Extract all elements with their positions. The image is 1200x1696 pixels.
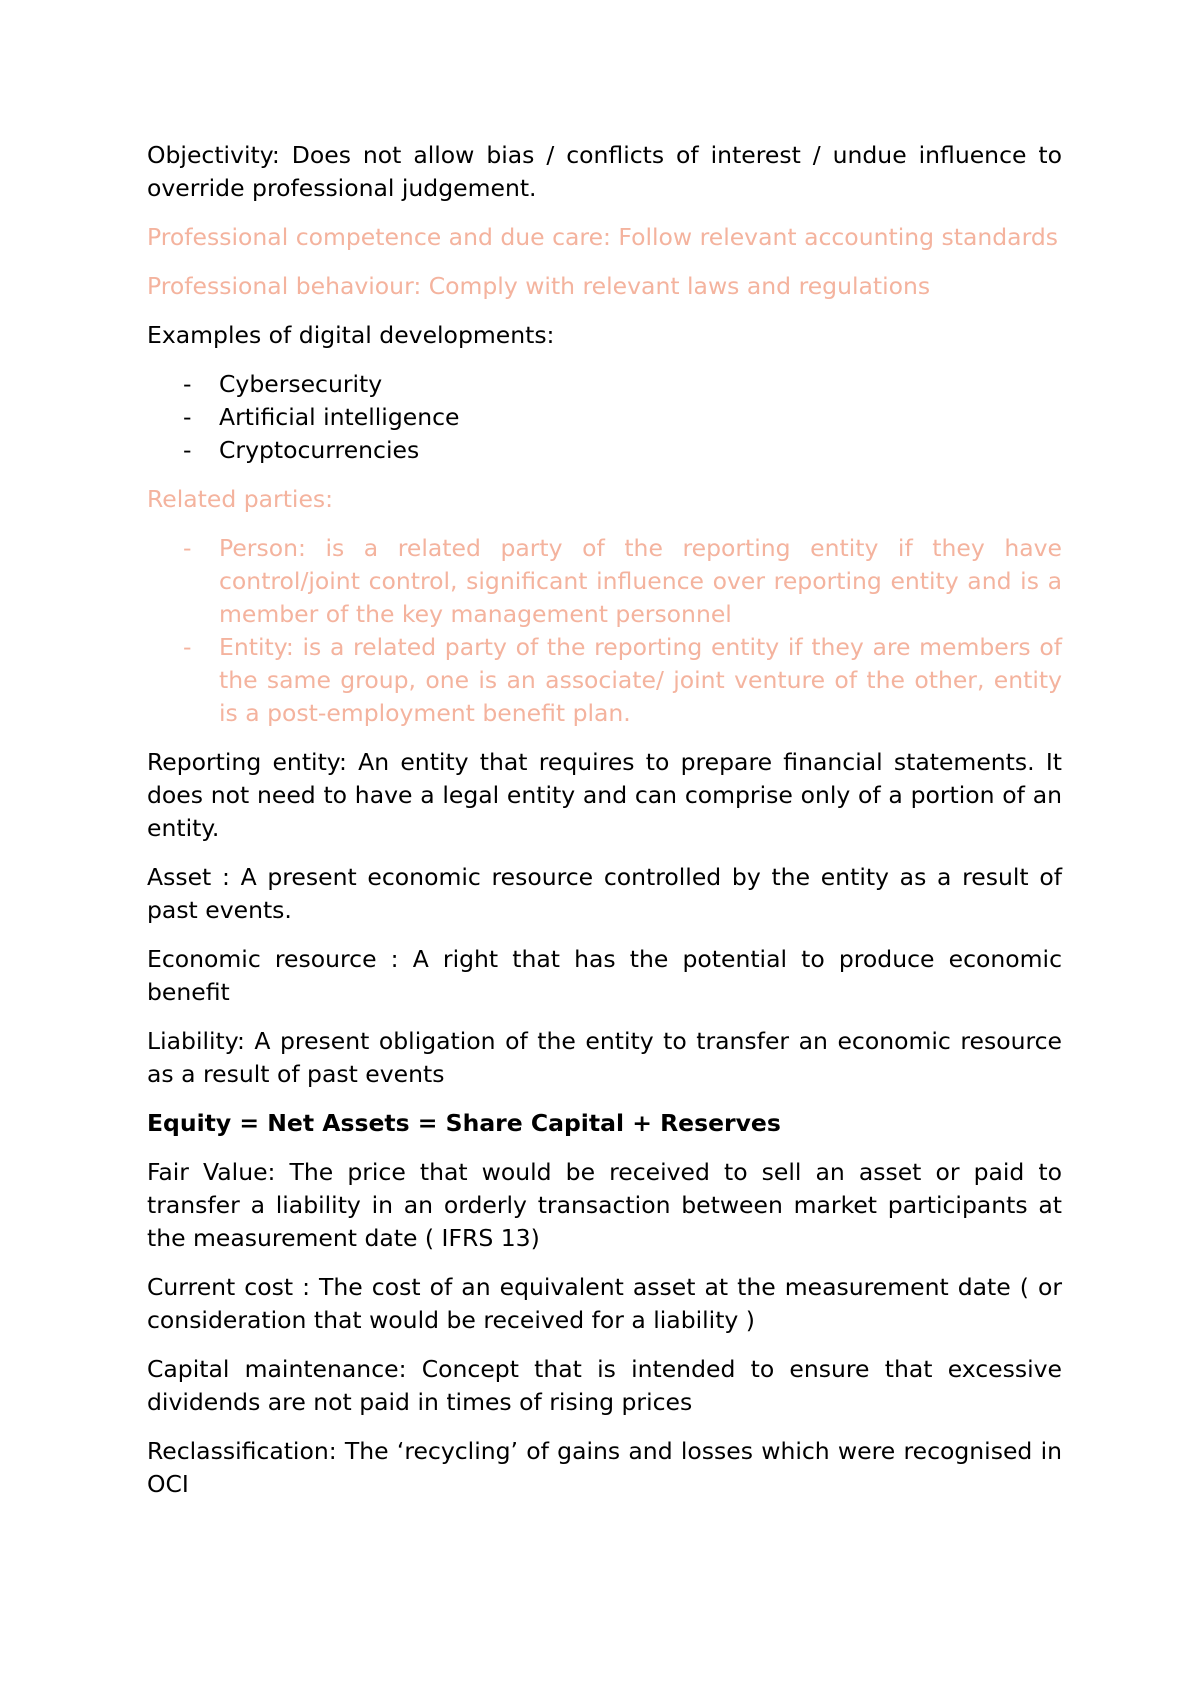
professional-competence-paragraph: Professional competence and due care: Follow relevant accounting standards <box>147 223 1058 251</box>
list-dash: - <box>183 436 192 464</box>
list-item-text: Person: is a related party of the reporting entity if they have control/joint control, significant influence over reporting entity and is a member of the key management personnel <box>219 534 1062 628</box>
capital-maintenance-paragraph: Capital maintenance: Concept that is intended to ensure that excessive dividends are not paid in times of rising prices <box>147 1355 1062 1416</box>
list-item <box>147 434 1062 467</box>
digital-developments-list <box>147 368 1062 467</box>
list-dash: - <box>183 370 192 398</box>
document-page <box>147 139 1062 1517</box>
objectivity-paragraph: Objectivity: Does not allow bias / conflicts of interest / undue influence to override professional judgement. <box>147 141 1062 202</box>
list-item <box>147 631 1062 730</box>
equity-equation: Equity = Net Assets = Share Capital + Reserves <box>147 1109 781 1137</box>
economic-resource-paragraph: Economic resource : A right that has the potential to produce economic benefit <box>147 945 1062 1006</box>
list-dash: - <box>183 633 192 661</box>
list-item-text: Cybersecurity <box>219 370 383 398</box>
list-item-text: Entity: is a related party of the reporting entity if they are members of the same group, one is an associate/ joint venture of the other, entity is a post-employment benefit plan. <box>219 633 1062 727</box>
professional-behaviour-paragraph: Professional behaviour: Comply with relevant laws and regulations <box>147 272 931 300</box>
liability-paragraph: Liability: A present obligation of the entity to transfer an economic resource as a result of past events <box>147 1027 1062 1088</box>
list-item <box>147 532 1062 631</box>
reporting-entity-paragraph: Reporting entity: An entity that requires to prepare financial statements. It does not need to have a legal entity and can comprise only of a portion of an entity. <box>147 748 1062 842</box>
related-parties-heading: Related parties: <box>147 485 334 513</box>
current-cost-paragraph: Current cost : The cost of an equivalent asset at the measurement date ( or consideration that would be received for a liability ) <box>147 1273 1062 1334</box>
list-item <box>147 401 1062 434</box>
fair-value-paragraph: Fair Value: The price that would be received to sell an asset or paid to transfer a liability in an orderly transaction between market participants at the measurement date ( IFRS 13) <box>147 1158 1062 1252</box>
list-item-text: Cryptocurrencies <box>219 436 420 464</box>
related-parties-list <box>147 532 1062 730</box>
list-dash: - <box>183 534 192 562</box>
asset-paragraph: Asset : A present economic resource controlled by the entity as a result of past events. <box>147 863 1062 924</box>
list-item <box>147 368 1062 401</box>
list-item-text: Artificial intelligence <box>219 403 460 431</box>
digital-developments-heading: Examples of digital developments: <box>147 321 555 349</box>
reclassification-paragraph: Reclassification: The ‘recycling’ of gains and losses which were recognised in OCI <box>147 1437 1062 1498</box>
list-dash: - <box>183 403 192 431</box>
